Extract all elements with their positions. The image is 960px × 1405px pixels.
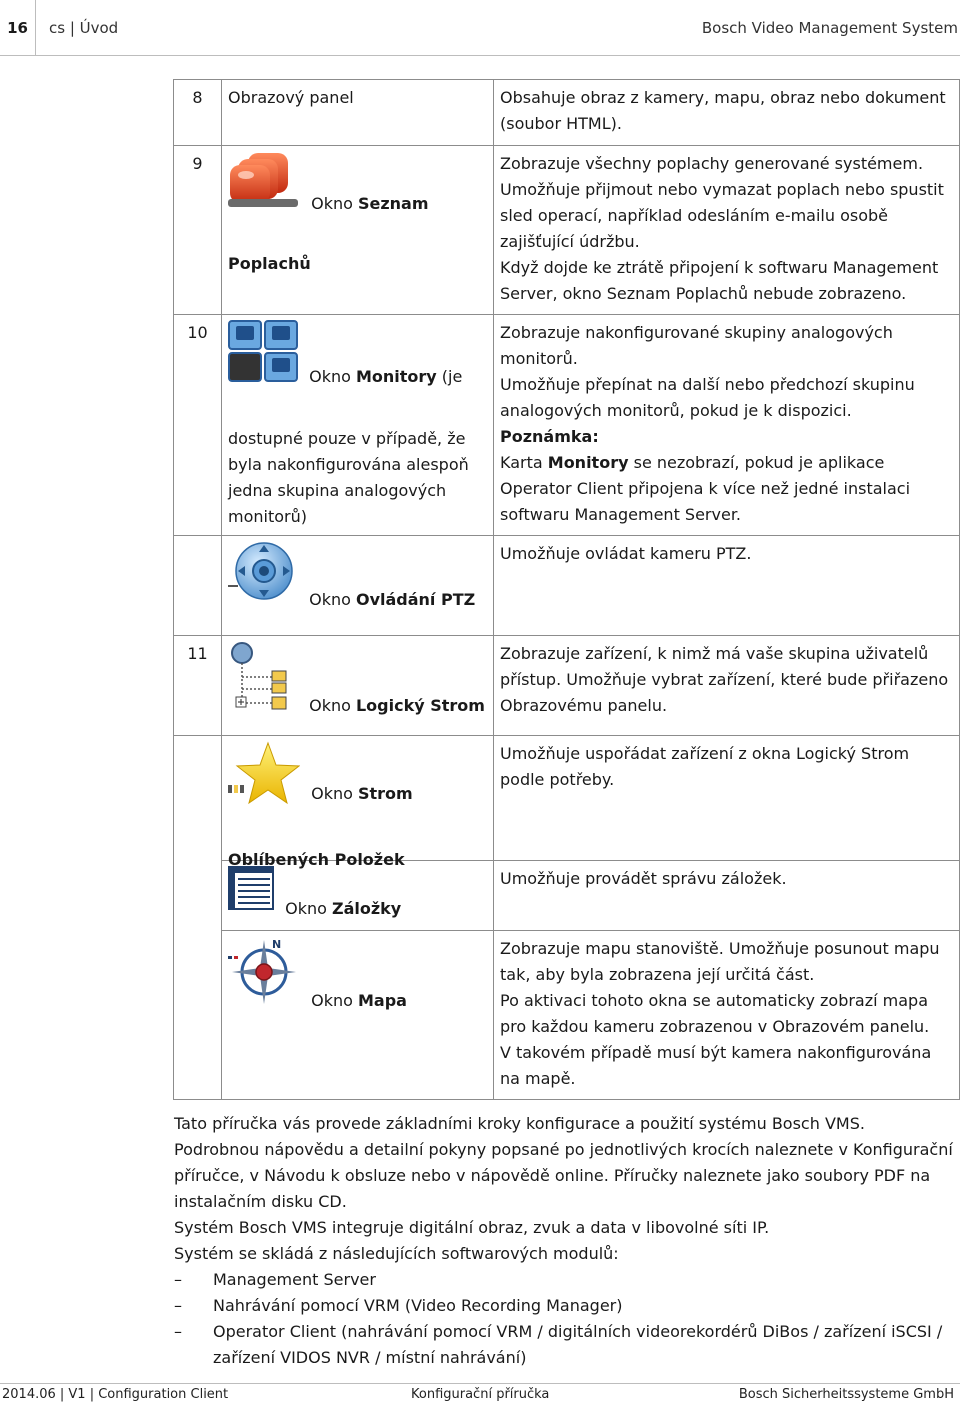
window-name-bold: Monitory xyxy=(355,367,437,386)
table-row xyxy=(174,736,960,861)
description-line: V takovém případě musí být kamera nakonfigurována na mapě. xyxy=(500,1043,932,1088)
row-number-empty xyxy=(174,536,222,636)
svg-text:N: N xyxy=(272,938,282,951)
window-name-bold: Mapa xyxy=(357,991,407,1010)
window-name-cell xyxy=(222,736,494,869)
note-bold: Monitory xyxy=(547,453,629,472)
map-compass-icon xyxy=(228,936,300,1006)
window-description xyxy=(494,931,960,1100)
logical-tree-icon xyxy=(228,641,298,715)
note-suffix: se nezobrazí, pokud je aplikace Operator Client připojena k více než jedné instalaci softwaru Management Server. xyxy=(500,453,911,524)
alarm-list-icon xyxy=(228,151,300,211)
window-name-cell xyxy=(222,636,494,736)
table-row xyxy=(174,536,960,636)
row-number: 11 xyxy=(174,636,222,736)
window-description: Umožňuje provádět správu záložek. xyxy=(494,861,960,931)
window-name-bold: Seznam Poplachů xyxy=(228,194,429,273)
row-number-empty xyxy=(174,736,222,861)
table-row xyxy=(174,80,960,146)
row-number-empty xyxy=(174,861,222,931)
bullet-dash: – xyxy=(174,1270,182,1289)
description-line: Umožňuje přepínat na další nebo předchozí skupinu analogových monitorů, pokud je k dispozici. xyxy=(500,375,915,420)
window-name-prefix: Okno xyxy=(309,590,356,609)
window-description xyxy=(494,315,960,536)
paragraph: Tato příručka vás provede základními kroky konfigurace a použití systému Bosch VMS. xyxy=(174,1114,865,1133)
window-name-prefix: Okno xyxy=(311,991,358,1010)
monitors-icon xyxy=(228,320,298,382)
note-prefix: Karta xyxy=(500,453,548,472)
table-row xyxy=(174,931,960,1100)
window-name: Obrazový panel xyxy=(222,80,494,146)
list-item-text: Management Server xyxy=(213,1270,376,1289)
paragraph: Systém Bosch VMS integruje digitální obraz, zvuk a data v libovolné síti IP. xyxy=(174,1218,770,1237)
bookmarks-icon xyxy=(228,866,274,910)
table-row xyxy=(174,315,960,536)
product-name: Bosch Video Management System xyxy=(701,19,958,37)
list-item-text: Operator Client (nahrávání pomocí VRM / digitálních videorekordérů DiBos / zařízení iSCSI / zařízení VIDOS NVR / místní nahrávání) xyxy=(213,1322,943,1367)
bullet-dash: – xyxy=(174,1296,182,1315)
footer-company: Bosch Sicherheitssysteme GmbH xyxy=(738,1387,954,1402)
window-name-bold: Záložky xyxy=(331,899,402,918)
description-line: Zobrazuje nakonfigurované skupiny analogových monitorů. xyxy=(500,323,893,368)
section-title: cs | Úvod xyxy=(49,19,119,37)
description-line: Po aktivaci tohoto okna se automaticky zobrazí mapa pro každou kameru zobrazenou v Obrazovém panelu. xyxy=(500,991,930,1036)
window-description: Umožňuje uspořádat zařízení z okna Logický Strom podle potřeby. xyxy=(494,736,960,861)
page-number: 16 xyxy=(0,0,36,56)
table-row xyxy=(174,636,960,736)
window-name-prefix: Okno xyxy=(285,899,332,918)
paragraph: Systém se skládá z následujících softwarových modulů: xyxy=(174,1244,619,1263)
row-number: 9 xyxy=(174,146,222,315)
window-name-bold: Ovládání PTZ xyxy=(355,590,476,609)
bullet-dash: – xyxy=(174,1322,182,1341)
footer-version: 2014.06 | V1 | Configuration Client xyxy=(2,1387,229,1402)
window-name-cell xyxy=(222,861,494,931)
window-name-prefix: Okno xyxy=(311,194,358,213)
window-name-cell xyxy=(222,931,494,1100)
window-name-bold: Strom Oblíbených Položek xyxy=(228,784,413,869)
window-name-bold: Logický Strom xyxy=(355,696,485,715)
note-text xyxy=(500,450,953,528)
footer-document-title: Konfigurační příručka xyxy=(411,1387,550,1402)
table-row xyxy=(174,146,960,315)
window-table xyxy=(173,79,960,1100)
row-number: 10 xyxy=(174,315,222,536)
description-line: Když dojde ke ztrátě připojení k softwaru Management Server, okno Seznam Poplachů nebude zobrazeno. xyxy=(500,258,939,303)
window-description: Obsahuje obraz z kamery, mapu, obraz nebo dokument (soubor HTML). xyxy=(494,80,960,146)
ptz-control-icon xyxy=(228,541,298,603)
list-item-text: Nahrávání pomocí VRM (Video Recording Manager) xyxy=(213,1296,623,1315)
window-name-cell xyxy=(222,315,494,536)
window-name-cell xyxy=(222,536,494,636)
row-number: 8 xyxy=(174,80,222,146)
description-line: Zobrazuje mapu stanoviště. Umožňuje posunout mapu tak, aby byla zobrazena její určitá část. xyxy=(500,939,940,984)
row-number-empty xyxy=(174,931,222,1100)
window-name-cell xyxy=(222,146,494,315)
favorites-star-icon xyxy=(228,741,300,807)
description-line: Umožňuje přijmout nebo vymazat poplach nebo spustit sled operací, například odesláním e-mailu osobě zajišťující údržbu. xyxy=(500,180,944,251)
window-name-suffix: (je dostupné pouze v případě, že byla nakonfigurována alespoň jedna skupina analogových monitorů) xyxy=(228,367,469,526)
window-description: Zobrazuje zařízení, k nimž má vaše skupina uživatelů přístup. Umožňuje vybrat zařízení, které bude přiřazeno Obrazovému panelu. xyxy=(494,636,960,736)
window-name-prefix: Okno xyxy=(311,784,358,803)
note-label: Poznámka: xyxy=(500,427,599,446)
table-row xyxy=(174,861,960,931)
page-header xyxy=(0,0,960,56)
window-name-prefix: Okno xyxy=(309,367,356,386)
window-name-prefix: Okno xyxy=(309,696,356,715)
page-footer xyxy=(0,1383,960,1405)
description-line: Zobrazuje všechny poplachy generované systémem. xyxy=(500,154,924,173)
window-description: Umožňuje ovládat kameru PTZ. xyxy=(494,536,960,636)
window-description xyxy=(494,146,960,315)
paragraph: Podrobnou nápovědu a detailní pokyny popsané po jednotlivých krocích naleznete v Konfigurační příručce, v Návodu k obsluze nebo v nápovědě online. Příručky naleznete jako soubory PDF na instalačním disku CD. xyxy=(174,1140,953,1211)
